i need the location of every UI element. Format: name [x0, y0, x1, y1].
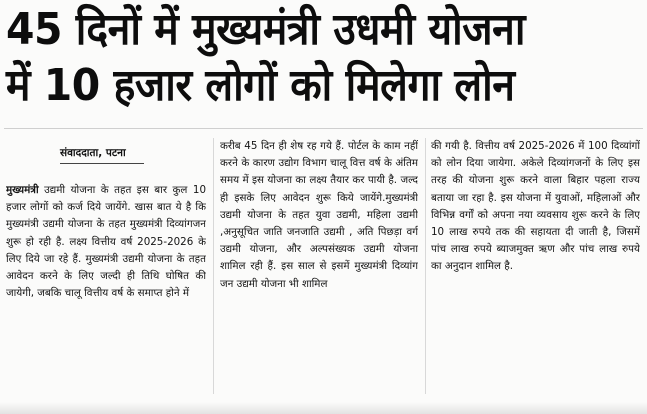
- article-column-1: [6, 146, 206, 302]
- column-1-body: उद्यमी योजना के तहत इस बार कुल 10 हजार लोगों को कर्ज दिये जायेंगे. खास बात ये है कि मुख्यमंत्री उद्यमी योजना के तहत मुख्यमंत्री दिव्यांगजन शुरू हो रही है. लक्ष्य वित्तीय वर्ष 2025-2026 के लिए दिये जा रहे हैं. मुख्यमंत्री उद्यमी योजना के तहत आवेदन करने के लिए जल्दी ही तिथि घोषित की जायेगी, जबकि चालू वित्तीय वर्ष के समाप्त होने में: [6, 184, 206, 300]
- dateline: संवाददाता, पटना: [60, 147, 126, 159]
- column-2-text: करीब 45 दिन ही शेष रह गये हैं. पोर्टल के काम नहीं करने के कारण उद्योग विभाग चालू वित्त वर्ष के अंतिम समय में इस योजना का लक्ष्य तैयार कर पायी है. जल्द ही इसके लिए आवेदन शुरू किये जायेंगे.मुख्यमंत्री उद्यमी योजना के तहत युवा उद्यमी, महिला उद्यमी ,अनुसूचित जाति जनजाति उद्यमी , अति पिछड़ा वर्ग उद्यमी योजना, और अल्पसंख्यक उद्यमी योजना शामिल रही हैं. इस साल से इसमें मुख्यमंत्री दिव्यांग जन उद्यमी योजना भी शामिल: [220, 140, 418, 290]
- lead-word: मुख्यमंत्री: [6, 184, 39, 196]
- headline: [6, 2, 644, 114]
- column-divider-1: [213, 138, 214, 394]
- column-1-text: [6, 182, 206, 302]
- column-divider-2: [425, 138, 426, 394]
- column-3-text: की गयी है. वित्तीय वर्ष 2025-2026 में 100 दिव्यांगों को लोन दिया जायेगा. अकेले दिव्यांगजनों के लिए इस तरह की योजना शुरू करने वाला बिहार पहला राज्य बताया जा रहा है. इस योजना में युवाओं, महिलाओं और विभिन्न वर्गों को अपना नया व्यवसाय शुरू करने के लिए 10 लाख रुपये तक की सहायता दी जाती है, जिसमें पांच लाख रुपये ब्याजमुक्त ऋण और पांच लाख रुपये का अनुदान शामिल है.: [431, 140, 640, 273]
- headline-line-1: 45 दिनों में मुख्यमंत्री उधमी योजना: [6, 4, 525, 55]
- page-bottom-edge: [0, 402, 647, 414]
- article-column-2: [220, 138, 418, 293]
- headline-line-2: में 10 हजार लोगों को मिलेगा लोन: [6, 60, 515, 111]
- headline-rule: [4, 128, 643, 129]
- article-column-3: [431, 138, 640, 276]
